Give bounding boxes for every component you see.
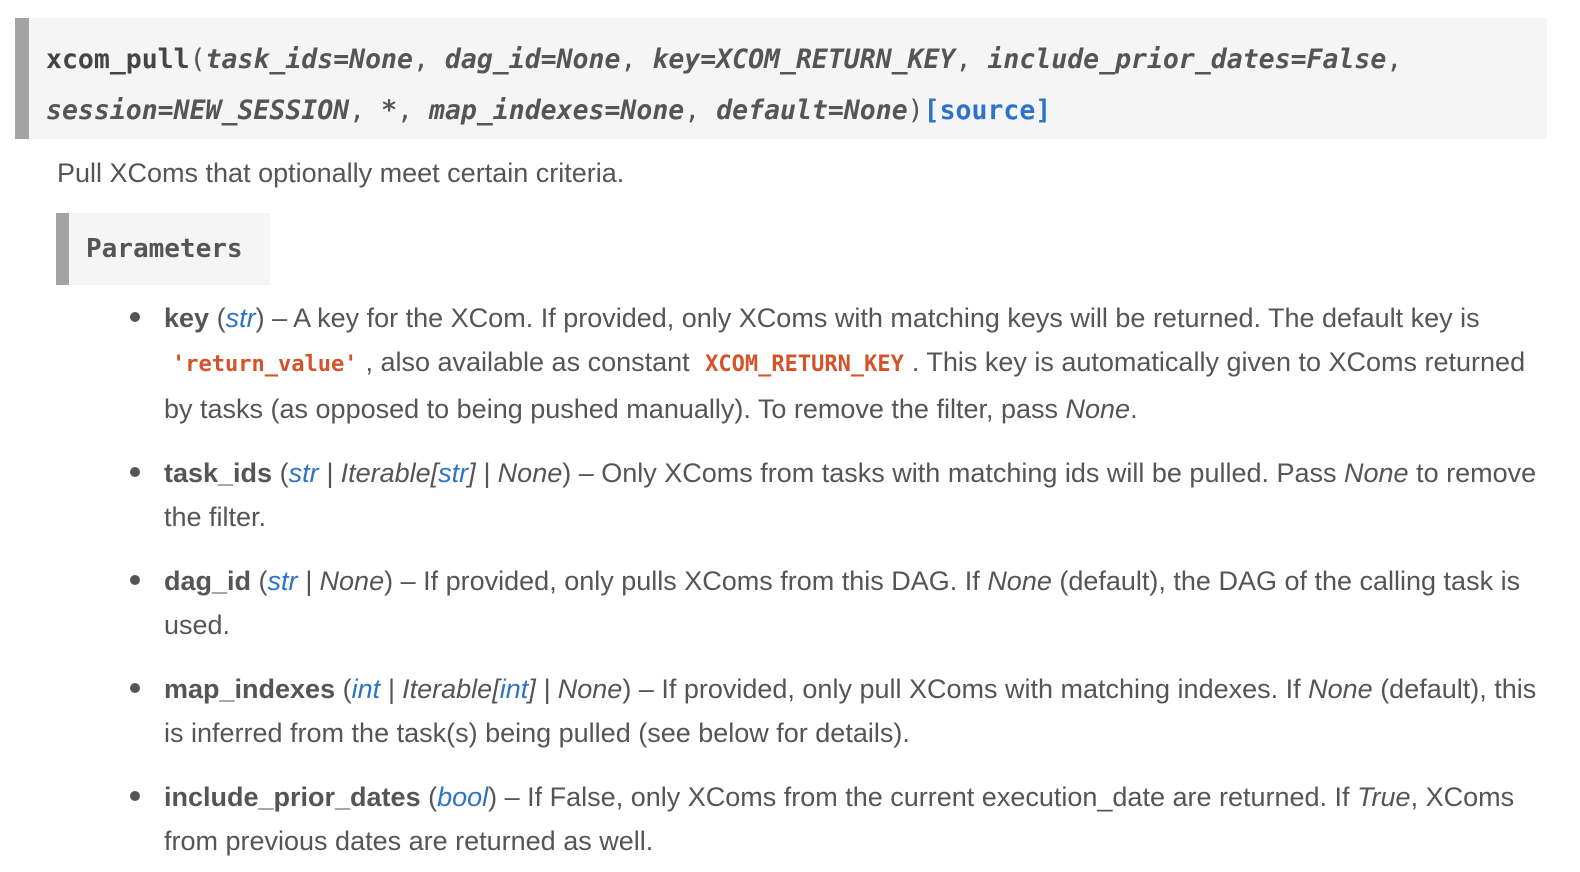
param-text: to remove the filter. bbox=[164, 458, 1537, 532]
none-literal: None bbox=[1344, 458, 1409, 488]
sig-param-session: session=NEW_SESSION bbox=[46, 95, 350, 126]
signature-line-2 bbox=[46, 85, 1547, 136]
bullet-icon bbox=[130, 312, 140, 322]
type-text: | Iterable[ bbox=[380, 674, 500, 704]
param-item-include-prior-dates: include_prior_dates (bool) – If False, only XComs from the current execution_date are returned. If True, XComs from previous dates are returned as well. bbox=[164, 775, 1549, 863]
type-link[interactable]: int bbox=[499, 674, 529, 704]
param-text: – If False, only XComs from the current execution_date are returned. If bbox=[497, 782, 1358, 812]
comma: , bbox=[620, 44, 637, 75]
type-text: | Iterable[ bbox=[318, 458, 439, 488]
param-item-map-indexes: map_indexes (int | Iterable[int] | None) – If provided, only pull XComs with matching indexes. If None (default), this is inferred from the task(s) being pulled (see below for details). bbox=[164, 667, 1549, 755]
param-text: . bbox=[1130, 394, 1138, 424]
bullet-icon bbox=[130, 791, 140, 801]
param-text: . This key is automatically given to XComs returned by tasks (as opposed to being pushed manually). To remove the filter, pass bbox=[164, 347, 1526, 424]
function-signature bbox=[15, 18, 1547, 139]
param-text: – If provided, only pulls XComs from this DAG. If bbox=[393, 566, 988, 596]
sig-param-star: * bbox=[381, 95, 398, 126]
param-name: task_ids bbox=[164, 458, 273, 488]
none-literal: None bbox=[1308, 674, 1373, 704]
param-name: map_indexes bbox=[164, 674, 336, 704]
sig-param-key: key=XCOM_RETURN_KEY bbox=[652, 44, 956, 75]
param-item-key: key (str) – A key for the XCom. If provided, only XComs with matching keys will be returned. The default key is 'return_value' , also available as constant XCOM_RETURN_KEY . This key is automatically given to XComs returned by tasks (as opposed to being pushed manually). To remove the filter, pass None. bbox=[164, 296, 1549, 431]
none-literal: None bbox=[1065, 394, 1131, 424]
true-literal: True bbox=[1357, 782, 1411, 812]
param-text: , also available as constant bbox=[365, 347, 698, 377]
param-text: (default), this is inferred from the task(s) being pulled (see below for details). bbox=[164, 674, 1537, 748]
type-text: ] | None bbox=[528, 674, 623, 704]
signature-line-1 bbox=[46, 34, 1547, 85]
type-link[interactable]: str bbox=[267, 566, 298, 596]
code-literal: 'return_value' bbox=[172, 352, 358, 377]
function-description: Pull XComs that optionally meet certain criteria. bbox=[57, 158, 625, 188]
param-name: include_prior_dates bbox=[164, 782, 421, 812]
type-link[interactable]: str bbox=[225, 303, 256, 333]
bullet-icon bbox=[130, 467, 140, 477]
parameters-list bbox=[164, 296, 1549, 872]
param-text: – Only XComs from tasks with matching ids will be pulled. Pass bbox=[571, 458, 1345, 488]
comma: , bbox=[397, 95, 414, 126]
sig-param-task-ids: task_ids=None bbox=[205, 44, 413, 75]
sig-param-include-prior-dates: include_prior_dates=False bbox=[987, 44, 1387, 75]
parameters-heading: Parameters bbox=[56, 213, 270, 285]
comma: , bbox=[349, 95, 366, 126]
function-name: xcom_pull bbox=[46, 44, 190, 75]
param-item-task-ids: task_ids (str | Iterable[str] | None) – Only XComs from tasks with matching ids will be pulled. Pass None to remove the filter. bbox=[164, 451, 1549, 539]
param-text: (default), the DAG of the calling task is used. bbox=[164, 566, 1521, 640]
type-link[interactable]: str bbox=[288, 458, 319, 488]
param-name: key bbox=[164, 303, 210, 333]
type-link[interactable]: str bbox=[438, 458, 469, 488]
close-paren: ) bbox=[907, 95, 924, 126]
none-literal: None bbox=[987, 566, 1052, 596]
source-link[interactable]: [source] bbox=[923, 95, 1052, 126]
sig-param-default: default=None bbox=[716, 95, 908, 126]
bullet-icon bbox=[130, 575, 140, 585]
type-link[interactable]: int bbox=[351, 674, 381, 704]
bullet-icon bbox=[130, 683, 140, 693]
sig-param-dag-id: dag_id=None bbox=[444, 44, 621, 75]
param-text: – If provided, only pull XComs with matching indexes. If bbox=[631, 674, 1309, 704]
param-text: , XComs from previous dates are returned as well. bbox=[164, 782, 1515, 856]
param-text: – A key for the XCom. If provided, only XComs with matching keys will be returned. The default key is bbox=[264, 303, 1480, 333]
code-literal: XCOM_RETURN_KEY bbox=[705, 352, 904, 377]
type-text: | None bbox=[297, 566, 385, 596]
comma: , bbox=[684, 95, 701, 126]
comma: , bbox=[1386, 44, 1403, 75]
open-paren: ( bbox=[189, 44, 206, 75]
type-text: ] | None bbox=[468, 458, 563, 488]
comma: , bbox=[955, 44, 972, 75]
param-item-dag-id: dag_id (str | None) – If provided, only pulls XComs from this DAG. If None (default), the DAG of the calling task is used. bbox=[164, 559, 1549, 647]
type-link[interactable]: bool bbox=[437, 782, 489, 812]
param-name: dag_id bbox=[164, 566, 252, 596]
sig-param-map-indexes: map_indexes=None bbox=[428, 95, 685, 126]
comma: , bbox=[412, 44, 429, 75]
